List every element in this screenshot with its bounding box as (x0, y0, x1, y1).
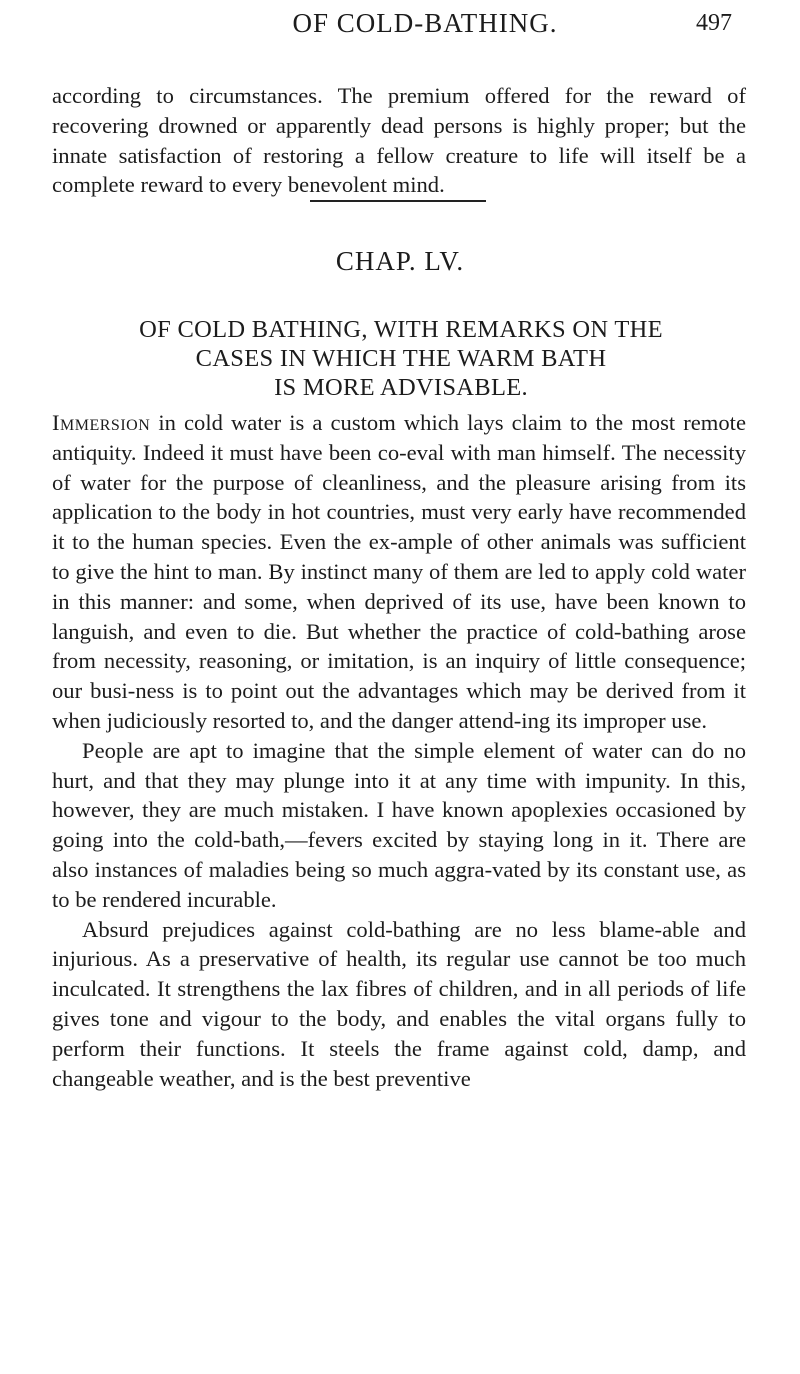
page-number: 497 (696, 10, 732, 36)
paragraph-immersion (52, 408, 746, 736)
carryover-paragraph: according to circumstances. The premium offered for the reward of recovering drowned or apparently dead persons is highly proper; but the innate satisfaction of restoring a fellow creature to life will itself be a complete reward to every benevolent mind. (52, 83, 746, 198)
paragraph-immersion-text: in cold water is a custom which lays claim to the most remote antiquity. Indeed it must have been co-eval with man himself. The necessity of water for the purpose of cleanliness, and the pleasure arising from its application to the body in hot countries, must very early have recommended it to the human species. Even the ex-ample of other animals was sufficient to give the hint to man. By instinct many of them are led to apply cold water in this manner: and some, when deprived of its use, have been known to languish, and even to die. But whether the practice of cold-bathing arose from necessity, reasoning, or imitation, is an inquiry of little consequence; our busi-ness is to point out the advantages which may be derived from it when judiciously resorted to, and the danger attend-ing its improper use. (52, 410, 746, 733)
paragraph-absurd-prejudices: Absurd prejudices against cold-bathing are no less blame-able and injurious. As a preservative of health, its regular use cannot be too much inculcated. It strengthens the lax fibres of children, and in all periods of life gives tone and vigour to the body, and enables the vital organs fully to perform their functions. It steels the frame against cold, damp, and changeable weather, and is the best preventive (52, 916, 746, 1091)
chapter-body (52, 408, 746, 1093)
chapter-title-line-2: CASES IN WHICH THE WARM BATH (195, 345, 607, 372)
running-head (118, 8, 732, 48)
chapter-title-line-1: OF COLD BATHING, WITH REMARKS ON THE (139, 316, 663, 343)
chapter-title-line-3: IS MORE ADVISABLE. (274, 374, 528, 401)
paragraph-lead-word: Immersion (52, 410, 151, 435)
paragraph-simple-element: People are apt to imagine that the simple element of water can do no hurt, and that they may plunge into it at any time with impunity. In this, however, they are much mistaken. I have known apoplexies occasioned by going into the cold-bath,—fevers excited by staying long in it. There are also instances of maladies being so much aggra-vated by its constant use, as to be rendered incurable. (52, 737, 746, 912)
running-title: OF COLD-BATHING. (292, 8, 558, 38)
chapter-title (52, 315, 750, 402)
chapter-label: CHAP. LV. (335, 246, 465, 276)
section-divider-rule (310, 200, 486, 202)
